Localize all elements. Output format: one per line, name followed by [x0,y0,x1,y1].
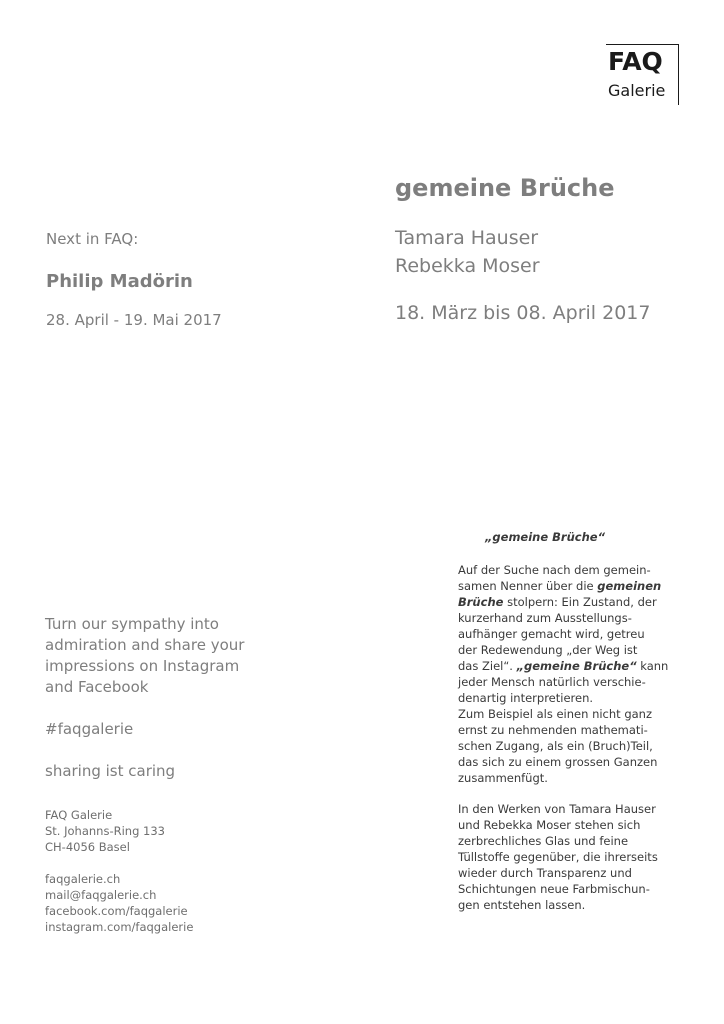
gallery-logo [606,44,679,105]
address-line: St. Johanns-Ring 133 [45,824,165,838]
social-line: and Facebook [45,678,149,696]
desc-line: wieder durch Transparenz und [458,866,632,880]
desc-line: schen Zugang, als ein (Bruch)Teil, [458,739,653,753]
desc-line: das Ziel“. „gemeine Brüche“ kann [458,659,669,673]
desc-line: und Rebekka Moser stehen sich [458,818,641,832]
desc-line: Schichtungen neue Farbmischun- [458,882,650,896]
social-line: Turn our sympathy into [45,615,219,633]
exhibition-title: gemeine Brüche [395,174,615,202]
emphasis: „gemeine Brüche“ [516,659,637,673]
exhibition-artists [395,224,705,280]
desc-line: Brüche stolpern: Ein Zustand, der [458,595,657,609]
artist-name: Rebekka Moser [395,255,540,277]
logo-galerie-text: Galerie [608,81,666,100]
postal-address [45,807,305,855]
social-line: impressions on Instagram [45,657,240,675]
hashtag: #faqgalerie [45,720,134,738]
address-line: FAQ Galerie [45,808,113,822]
next-label: Next in FAQ: [46,230,139,248]
next-exhibition [46,228,366,331]
current-exhibition [395,172,705,327]
website-link[interactable]: faqgalerie.ch [45,872,121,886]
instagram-link[interactable]: instagram.com/faqgalerie [45,920,194,934]
address-line: CH-4056 Basel [45,840,130,854]
social-block [45,614,305,782]
logo-faq-text: FAQ [608,47,663,76]
desc-line: zusammenfügt. [458,771,548,785]
desc-line: denartig interpretieren. [458,691,594,705]
emphasis: Brüche [458,595,504,609]
desc-line: ernst zu nehmenden mathemati- [458,723,648,737]
social-line: admiration and share your [45,636,245,654]
next-artist: Philip Madörin [46,271,193,292]
desc-line: das sich zu einem grossen Ganzen [458,755,658,769]
contact-links [45,871,305,935]
desc-line: gen entstehen lassen. [458,898,586,912]
facebook-link[interactable]: facebook.com/faqgalerie [45,904,188,918]
desc-line: Zum Beispiel als einen nicht ganz [458,707,652,721]
desc-line: Auf der Suche nach dem gemein- [458,563,651,577]
emphasis: gemeinen [597,579,662,593]
desc-line: samen Nenner über die gemeinen [458,579,662,593]
desc-line: zerbrechliches Glas und feine [458,834,629,848]
desc-line: jeder Mensch natürlich verschie- [458,675,646,689]
description-heading: „gemeine Brüche“ [485,530,605,544]
desc-line: aufhänger gemacht wird, getreu [458,627,645,641]
desc-line: der Redewendung „der Weg ist [458,643,638,657]
desc-line: kurzerhand zum Ausstellungs- [458,611,632,625]
desc-line: In den Werken von Tamara Hauser [458,802,656,816]
desc-line: Tüllstoffe gegenüber, die ihrerseits [458,850,658,864]
description-text [458,562,688,913]
artist-name: Tamara Hauser [395,227,539,249]
exhibition-dates: 18. März bis 08. April 2017 [395,302,651,324]
social-invitation [45,614,305,698]
email-link[interactable]: mail@faqgalerie.ch [45,888,157,902]
next-dates: 28. April - 19. Mai 2017 [46,311,222,329]
paragraph-gap [458,786,688,801]
tagline: sharing ist caring [45,762,176,780]
